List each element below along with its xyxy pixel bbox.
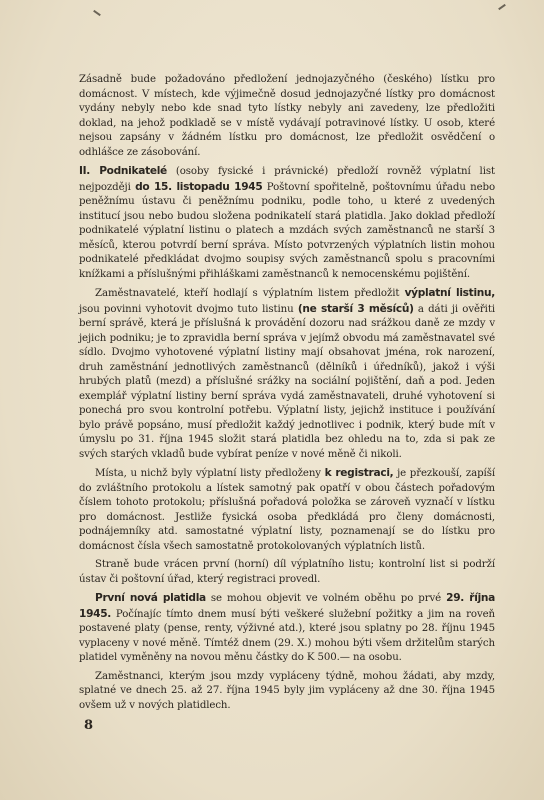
page-number: 8 <box>84 718 94 733</box>
text-run: Straně bude vrácen první (horní) díl výplatního listu; kontrolní list si podrží ústav či poštovní úřad, který registraci provedl. <box>79 559 495 585</box>
bold-phrase: 29. října 1945. <box>79 592 495 620</box>
paragraph <box>79 286 495 462</box>
paragraph <box>79 164 495 282</box>
document-body <box>79 73 495 717</box>
paragraph <box>79 73 495 160</box>
text-run: a dáti ji ověřiti berní správě, která je příslušná k provádění dozoru nad srážkou daně ze mzdy v jejich podniku; je to zpravidla berní správa v jejímž obvodu má zaměstnavatel své sídlo. Dvojmo vyhotovené výplatní listiny mají obsahovat jména, rok narození, druh zaměstnání jednotlivých zaměstnanců (dělníků i úředníků), jakož i výši hrubých platů (mezd) a příslušné srážky na sociální pojištění, daň a pod. Jeden exemplář výplatní listiny berní správa vydá zaměstnavateli, druhé vyhotovení si ponechá pro svou kontrolní potřebu. Výplatní listy, jejichž instituce i používání bylo právě popsáno, musí předložit každý jednotlivec i podnik, který bude mít v úmyslu po 31. října 1945 složit stará platidla bez ohledu na to, zda si pak ze svých starých vkladů bude vybírat peníze v nové měně či nikoli. <box>79 303 495 460</box>
text-run: jsou povinni vyhotovit dvojmo tuto listinu <box>79 303 298 315</box>
paragraph <box>79 466 495 554</box>
text-run: Zásadně bude požadováno předložení jednojazyčného (českého) lístku pro domácnost. V místech, kde výjimečně dosud jednojazyčné lístky pro domácnost vydány nebyly nebo kde snad tyto lístky nebyly ani zavedeny, lze předložiti doklad, na jehož podkladě se v místě vydávají potravinové lístky. U osob, které nejsou zapsány v žádném lístku pro domácnost, lze předložit osvědčení o odhlášce ze zásobování. <box>79 74 495 158</box>
text-run: Místa, u nichž byly výplatní listy předloženy <box>95 468 325 479</box>
bold-phrase: výplatní listinu, <box>404 287 495 299</box>
bold-phrase: Podnikatelé <box>99 165 167 177</box>
bold-phrase: (ne starší 3 měsíců) <box>297 302 414 315</box>
scan-mark <box>498 4 506 10</box>
scan-mark <box>93 10 101 16</box>
text-run: Poštovní spořitelně, poštovnímu úřadu nebo peněžnímu ústavu či peněžnímu podniku, podle toho, u které z uvedených institucí jsou nebo budou složena podnikatelí stará platidla. Jako doklad předloží podnikatelé výplatní listinu o platech a mzdách svých zaměstnanců ne starší 3 měsíců, kterou potvrdí berní správa. Místo potvrzených výplatních listin mohou podnikatelé předkládat dvojmo soupisy svých zaměstnanců spolu s pracovními knížkami a příslušnými přihláškami zaměstnanců k nemocenskému pojištění. <box>79 181 495 280</box>
paragraph <box>79 558 495 587</box>
text-run: je přezkouší, zapíší do zvláštního protokolu a lístek samotný pak opatří v obou částech pořadovým číslem tohoto protokolu; příslušná pořadová položka se zároveň vyznačí v lístku pro domácnost. Jestliže fysická osoba předkládá pro členy domácnosti, podnájemníky atd. samostatné výplatní listy, poznamenají se do lístku pro domácnost čísla všech samostatně protokolovaných výplatních listů. <box>79 468 495 552</box>
text-run: (osoby fysické i právnické) předloží rovněž výplatní list nejpozději <box>79 166 495 193</box>
paragraph <box>79 591 495 666</box>
bold-phrase: k registraci, <box>324 467 394 479</box>
bold-phrase: První nová platidla <box>95 592 206 604</box>
text-run: se mohou objevit ve volném oběhu po prvé <box>205 593 447 604</box>
paragraph <box>79 670 495 714</box>
text-run: Zaměstnanci, kterým jsou mzdy vypláceny týdně, mohou žádati, aby mzdy, splatné ve dnech 25. až 27. října 1945 byly jim vypláceny až dne 30. října 1945 ovšem už v nových platidlech. <box>79 670 495 711</box>
bold-phrase: do 15. listopadu 1945 <box>135 180 263 193</box>
bold-phrase: II. <box>79 165 100 177</box>
text-run: Počínajíc tímto dnem musí býti veškeré služební požitky a jim na roveň postavené platy (pense, renty, výživné atd.), které jsou splatny po 28. říjnu 1945 vyplaceny v nové měně. Tímtéž dnem (29. X.) mohou býti všem držitelům starých platidel vyměněny na novou měnu částky do K 500.— na osobu. <box>79 608 495 663</box>
text-run: Zaměstnavatelé, kteří hodlají s výplatním listem předložit <box>95 288 405 299</box>
